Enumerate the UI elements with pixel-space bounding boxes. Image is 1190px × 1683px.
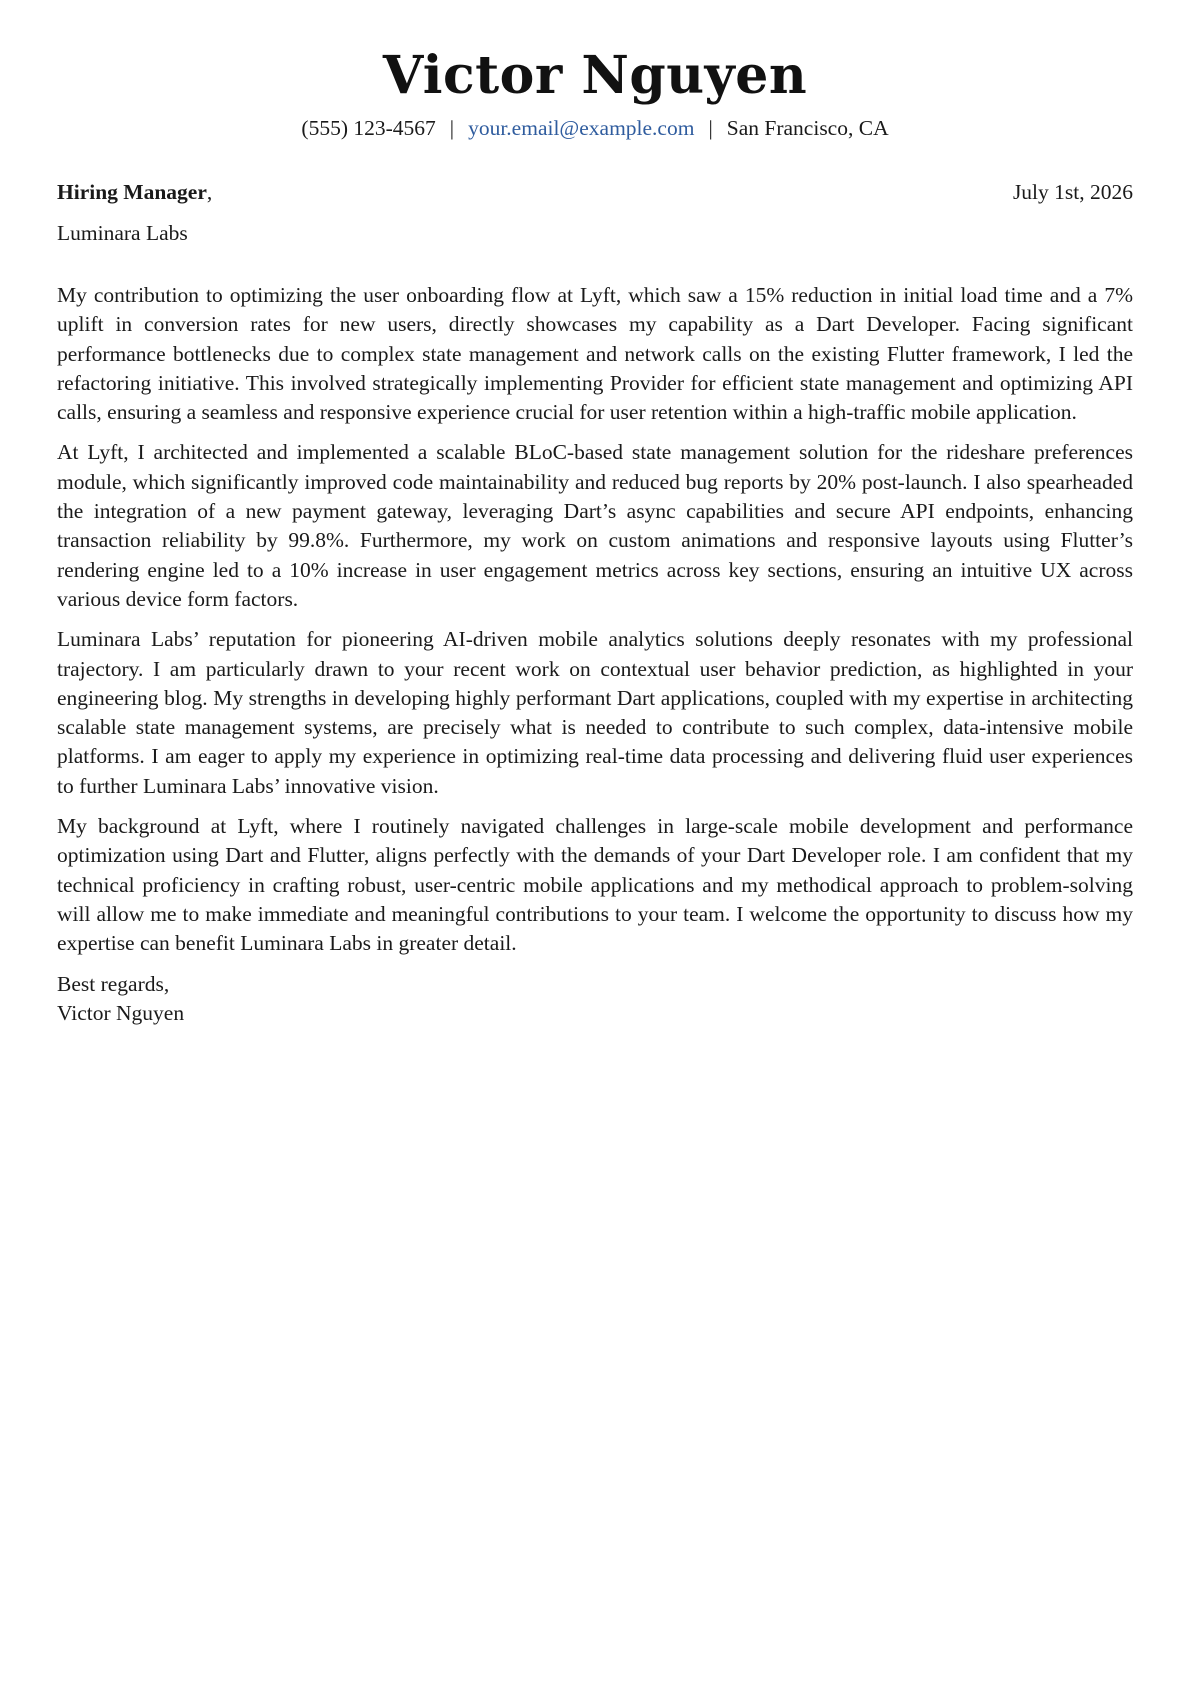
phone-number: (555) 123-4567 (301, 116, 436, 140)
body-paragraph: My contribution to optimizing the user onboarding flow at Lyft, which saw a 15% reduction in initial load time and a 7% uplift in conversion rates for new users, directly showcases my capability as a Dart Developer. Facing significant performance bottlenecks due to complex state management and network calls on the existing Flutter framework, I led the refactoring initiative. This involved strategically implementing Provider for efficient state management and optimizing API calls, ensuring a seamless and responsive experience crucial for user retention within a high-traffic mobile application. (57, 283, 1133, 425)
contact-line (57, 113, 1133, 143)
company-name: Luminara Labs (57, 221, 188, 245)
recipient (57, 177, 212, 207)
applicant-name: Victor Nguyen (382, 45, 808, 106)
closing-block (57, 970, 1133, 1029)
letter-body (57, 281, 1133, 1028)
contact-separator: | (449, 116, 455, 140)
body-paragraph: My background at Lyft, where I routinely navigated challenges in large-scale mobile development and performance optimization using Dart and Flutter, aligns perfectly with the demands of your Dart Developer role. I am confident that my technical proficiency in crafting robust, user-centric mobile applications and my methodical approach to problem-solving will allow me to make immediate and meaningful contributions to your team. I welcome the opportunity to discuss how my expertise can benefit Luminara Labs in greater detail. (57, 814, 1133, 956)
contact-separator: | (708, 116, 713, 140)
letter-date: July 1st, 2026 (1012, 180, 1133, 204)
closing-phrase: Best regards, (57, 971, 170, 996)
recipient-suffix: , (206, 180, 213, 204)
body-paragraph: Luminara Labs’ reputation for pioneering AI-driven mobile analytics solutions deeply resonates with my professional trajectory. I am particularly drawn to your recent work on contextual user behavior prediction, as highlighted in your engineering blog. My strengths in developing highly performant Dart applications, coupled with my expertise in architecting scalable state management systems, are precisely what is needed to contribute to such complex, data-intensive mobile platforms. I am eager to apply my experience in optimizing real-time data processing and delivering fluid user experiences to further Luminara Labs’ innovative vision. (57, 627, 1133, 798)
signature: Victor Nguyen (57, 1000, 185, 1025)
email-link[interactable]: your.email@example.com (468, 116, 695, 140)
recipient-name: Hiring Manager (57, 180, 207, 204)
location: San Francisco, CA (726, 116, 889, 140)
body-paragraph: At Lyft, I architected and implemented a scalable BLoC-based state management solution for the rideshare preferences module, which significantly improved code maintainability and reduced bug reports by 20% post-launch. I also spearheaded the integration of a new payment gateway, leveraging Dart’s async capabilities and secure API endpoints, enhancing transaction reliability by 99.8%. Furthermore, my work on custom animations and responsive layouts using Flutter’s rendering engine led to a 10% increase in user engagement metrics across key sections, ensuring an intuitive UX across various device form factors. (57, 440, 1133, 611)
